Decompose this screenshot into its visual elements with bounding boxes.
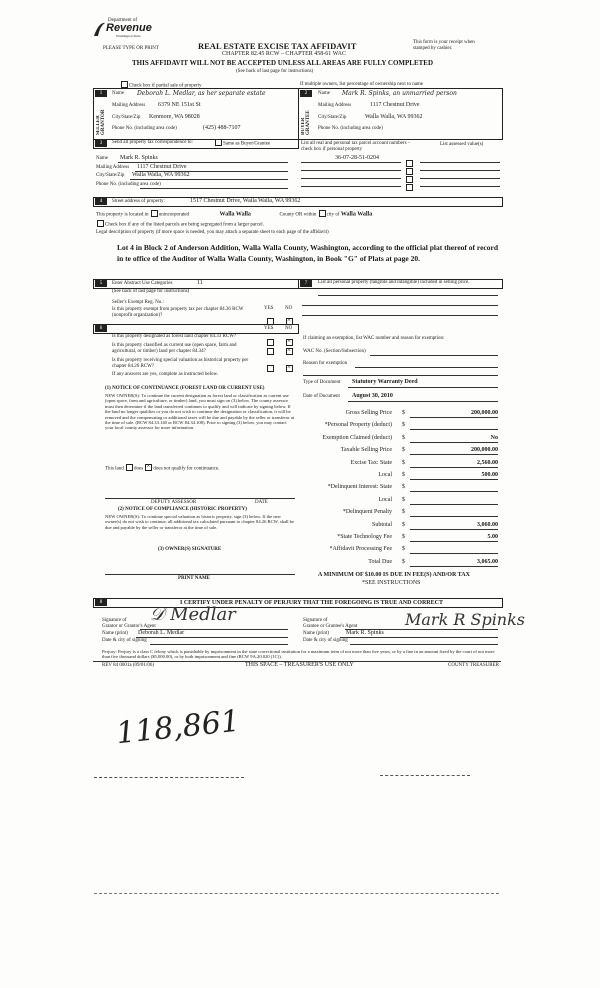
certify-line: I CERTIFY UNDER PENALTY OF PERJURY THAT THE FOREGOING IS TRUE AND CORRECT (180, 600, 443, 606)
logo-mark-icon (92, 20, 106, 38)
same-as-buyer[interactable]: Same as Buyer/Grantee (214, 140, 270, 148)
parcel-number[interactable]: 36-07-28-51-0204 (335, 155, 379, 161)
dollar-sign: $ (402, 546, 405, 552)
parcel-checkbox-4[interactable] (405, 179, 414, 197)
dollar-sign: $ (402, 460, 405, 466)
fee-label: *Delinquent Penalty (342, 509, 392, 515)
seller-phone-label: Phone No. (including area code) (112, 126, 177, 131)
does-not-checkbox[interactable] (145, 464, 152, 471)
fee-label: Total Due (368, 559, 392, 565)
does-checkbox[interactable] (126, 464, 133, 471)
historic-no[interactable] (285, 360, 294, 378)
buyer-label: BUYER GRANTEE (301, 110, 311, 135)
seller-label: SELLER GRANTOR (96, 109, 106, 135)
section-4: 4 (95, 198, 107, 205)
located-line: This property is located in unincorporated Walla Walla County OR within city of Walla Walla (96, 211, 373, 218)
buyer-name-label: Name (318, 91, 330, 96)
answers-note: If any answers are yes, complete as instructed below. (112, 372, 219, 377)
section-8: 8 (95, 599, 107, 606)
notice2-title: (2) NOTICE OF COMPLIANCE (HISTORIC PROPERTY) (118, 507, 247, 512)
seller-phone[interactable]: (425) 488-7107 (203, 125, 241, 131)
fee-value[interactable]: 3,060.00 (477, 522, 498, 528)
grantor-date-label: Date & city of signing (102, 638, 147, 643)
fee-label: *Affidavit Processing Fee (329, 546, 392, 552)
exemption-claim-label: If claiming an exemption, list WAC number and reason for exemption: (303, 336, 445, 341)
receipt-note: This form is your receipt when stamped by cashier. (413, 40, 475, 51)
county-treasurer: COUNTY TREASURER (448, 663, 499, 668)
dollar-sign: $ (402, 410, 405, 416)
minimum-note: A MINIMUM OF $10.00 IS DUE IN FEE(S) AND/OR TAX (318, 572, 470, 578)
dollar-sign: $ (402, 447, 405, 453)
dollar-sign: $ (402, 522, 405, 528)
treasurer-space: THIS SPACE – TREASURER'S USE ONLY (245, 662, 354, 668)
section-5: 5 (95, 280, 107, 287)
fee-label: Exemption Claimed (deduct) (322, 435, 392, 441)
legal-label: Legal description of property (if more space is needed, you may attach a separate sheet to each page of the affidavit) (96, 230, 329, 235)
scan-line-right (380, 775, 470, 776)
legal-description: Lot 4 in Block 2 of Anderson Addition, Walla Walla County, Washington, according to the official plat thereof of record in te office of the Auditor of Walla Walla County, Washington, in Book "G" of Plats at page 20. (117, 243, 499, 263)
fee-value[interactable]: No (490, 435, 498, 441)
notice2-body: NEW OWNER(S): To continue special valuation as historic property, sign (3) below. If the new owner(s) do not wish to continue, all additional tax calculated pursuant to chapter 84.26 RCW, shall be due and payable by the seller or transferor at the time of sale. (105, 514, 295, 530)
buyer-city[interactable]: Walla Walla, WA 99362 (365, 114, 423, 120)
tax-mailing-label: Mailing Address (96, 165, 130, 170)
deputy-assessor: DEPUTY ASSESSOR (151, 500, 197, 505)
fee-label: *Delinquent Interest: State (327, 484, 392, 490)
grantor-name-print[interactable]: Deborah L. Medlar (138, 630, 185, 636)
agency-small: Department of (108, 18, 138, 23)
grantor-name-label: Name (print) (102, 631, 128, 636)
exempt-question: Is this property exempt from property tax per chapter 84.36 RCW (nonprofit organization)? (112, 307, 244, 318)
grantee-name-print[interactable]: Mark R. Spinks (346, 630, 384, 636)
fee-value[interactable]: 3,065.00 (477, 559, 498, 565)
grantee-signature[interactable]: Mark R Spinks (405, 610, 526, 629)
tax-city[interactable]: Walla Walla, WA 99362 (132, 172, 190, 178)
print-name: PRINT NAME (178, 576, 210, 581)
grantor-agent-label: Grantor or Grantor's Agent (102, 624, 156, 629)
dollar-sign: $ (402, 435, 405, 441)
tax-phone-label: Phone No. (including area code) (96, 182, 161, 187)
chapter-line: CHAPTER 82.45 RCW – CHAPTER 458-61 WAC (222, 51, 346, 57)
partial-sale-check[interactable]: Check box if partial sale of property (120, 82, 201, 90)
section-2: 2 (300, 90, 312, 97)
fee-label: Gross Selling Price (345, 410, 392, 416)
fee-value[interactable]: 2,560.00 (477, 460, 498, 466)
seller-name-label: Name (112, 91, 124, 96)
doc-date[interactable]: August 30, 2010 (352, 393, 393, 399)
fee-label: Local (378, 497, 392, 503)
agency-sub: Washington State (116, 34, 141, 38)
fee-label: Local (378, 472, 392, 478)
send-tax-label: Send all property tax correspondence to: (112, 140, 193, 145)
segregated-check[interactable]: Check box if any of the listed parcels are being segregated from a larger parcel. (96, 221, 264, 229)
grantee-sig-label: Signature of (303, 618, 328, 623)
current-use-question: Is this property classified as current use (open space, farm and agricultural, or timber) land per chapter 84.34? (112, 343, 237, 354)
section-3: 3 (95, 140, 107, 147)
dollar-sign: $ (402, 509, 405, 515)
buyer-phone-label: Phone No. (including area code) (318, 126, 383, 131)
deputy-date: DATE (255, 500, 268, 505)
buyer-name[interactable]: Mark R. Spinks, an unmarried person (342, 90, 457, 97)
see-instructions: *SEE INSTRUCTIONS (362, 580, 421, 586)
fee-label: *State Technology Fee (337, 534, 392, 540)
section-6: 6 (95, 325, 107, 332)
notice1-title: (1) NOTICE OF CONTINUANCE (FOREST LAND OR CURRENT USE) (105, 386, 265, 391)
yes-header-6: YES (264, 326, 274, 331)
current-use-yes[interactable] (266, 343, 275, 361)
buyer-city-label: City/State/Zip (318, 115, 347, 120)
section-7: 7 (300, 280, 312, 287)
no-header-5: NO (285, 306, 293, 311)
grantee-name-label: Name (print) (303, 631, 329, 636)
seller-name[interactable]: Deborah L. Medlar, as her separate estate (137, 90, 266, 97)
reason-label: Reason for exemption (303, 361, 348, 366)
instructions-line: (See back of last page for instructions) (236, 69, 314, 74)
see-back: (See back of last page for instructions) (112, 289, 190, 294)
seller-city-label: City/State/Zip (112, 115, 141, 120)
rev-number: REV 84 0001a (09/01/06) (102, 663, 154, 668)
parcel-list-label: List all real and personal tax parcel account numbers – check box if personal property (301, 141, 411, 152)
owner-signature: (3) OWNER(S) SIGNATURE (158, 547, 222, 552)
abstract-value[interactable]: 11 (197, 280, 203, 286)
land-qualify: This land does × does not qualify for continuance. (105, 465, 219, 473)
tax-name[interactable]: Mark R. Spinks (120, 155, 158, 161)
no-header-6: NO (285, 326, 293, 331)
historic-question: Is this property receiving special valuation as historical property per chapter 84.26 RCW? (112, 358, 249, 369)
abstract-label: Enter Abstract Use Categories (112, 281, 173, 286)
revenue-logo (92, 18, 152, 40)
please-type: PLEASE TYPE OR PRINT (103, 46, 159, 51)
buyer-address[interactable]: 1117 Chestnut Drive (370, 102, 420, 108)
grantor-signature[interactable]: 𝒟 Medlar (150, 604, 236, 625)
fee-value[interactable]: 200,000.00 (471, 410, 498, 416)
doc-type-label: Type of Document (303, 380, 341, 385)
agency-name: Revenue (106, 22, 152, 34)
fee-label: *Personal Property (deduct) (324, 422, 392, 428)
doc-date-label: Date of Document (303, 394, 340, 399)
tax-city-label: City/State/Zip (96, 173, 125, 178)
dollar-sign: $ (402, 497, 405, 503)
fee-label: Taxable Selling Price (340, 447, 392, 453)
tax-name-label: Name (96, 156, 108, 161)
doc-type[interactable]: Statutory Warranty Deed (352, 379, 418, 385)
fee-value[interactable]: 5.00 (487, 534, 498, 540)
property-city[interactable]: Walla Walla (340, 211, 373, 218)
personal-property-label: List all personal property (tangible and intangible) included in selling price. (318, 280, 470, 285)
current-use-no[interactable] (285, 343, 294, 361)
section-1: 1 (95, 90, 107, 97)
assessed-label: List assessed value(s) (440, 142, 484, 147)
scan-line-bottom (94, 893, 499, 894)
handwritten-number: 118,861 (114, 703, 242, 752)
dollar-sign: $ (402, 534, 405, 540)
form-title: REAL ESTATE EXCISE TAX AFFIDAVIT (198, 41, 357, 51)
notice1-body: NEW OWNER(S): To continue the current designation as forest land or classification as current use (open space, farm and agriculture, or timber) land, you must sign on (3) below. The county assessor must then determine if the land transferred continues to qualify and will indicate by signing below. If the land no longer qualifies or you do not wish to continue the designation or classification, it will be removed and the compensating or additional taxes will be due and payable by the seller or transferor at the time of sale. (RCW 84.33.140 or RCW 84.34.108). Prior to signing (3) below, you may contact your local county assessor for more information. (105, 393, 295, 431)
multi-owner-note: If multiple owners, list percentage of ownership next to name (300, 82, 424, 87)
perjury-note: Perjury: Perjury is a class C felony which is punishable by imprisonment in the state correctional institution for a maximum term of not more than five years, or by a fine in an amount fixed by the court of not more than five thousand dollars ($5,000.00), or by both imprisonment and fine (RCW 9A.20.020 (1C)). (102, 649, 495, 660)
seller-exempt-label: Seller's Exempt Reg. No.: (112, 300, 164, 305)
dollar-sign: $ (402, 559, 405, 565)
fee-value[interactable]: 200,000.00 (471, 447, 498, 453)
buyer-mailing-label: Mailing Address (318, 103, 352, 108)
dollar-sign: $ (402, 422, 405, 428)
yes-header-5: YES (264, 306, 274, 311)
seller-address[interactable]: 6379 NE 151st St (158, 102, 201, 108)
fee-label: Subtotal (371, 522, 392, 528)
fee-value[interactable]: 500.00 (481, 472, 498, 478)
grantor-sig-label: Signature of (102, 618, 127, 623)
seller-city[interactable]: Kenmore, WA 98028 (149, 114, 200, 120)
property-street[interactable]: 1517 Chestnut Drive, Walla Walla, WA 99362 (190, 198, 301, 204)
fee-label: Excise Tax: State (350, 460, 392, 466)
historic-yes[interactable] (266, 360, 275, 378)
forest-question: Is this property designated as forest land chapter 84.33 RCW? (112, 334, 237, 339)
dollar-sign: $ (402, 472, 405, 478)
wac-label: WAC No. (Section/Subsection) (303, 349, 366, 354)
dollar-sign: $ (402, 484, 405, 490)
seller-mailing-label: Mailing Address (112, 103, 146, 108)
grantee-date-label: Date & city of signing (303, 638, 348, 643)
street-label: Street address of property: (112, 199, 165, 204)
tax-address[interactable]: 1117 Chestnut Drive (137, 164, 187, 170)
grantee-agent-label: Grantee or Grantee's Agent (303, 624, 358, 629)
scan-line-left (94, 777, 244, 778)
property-county[interactable]: Walla Walla (219, 211, 251, 218)
warning-line: THIS AFFIDAVIT WILL NOT BE ACCEPTED UNLESS ALL AREAS ARE FULLY COMPLETED (132, 59, 434, 67)
